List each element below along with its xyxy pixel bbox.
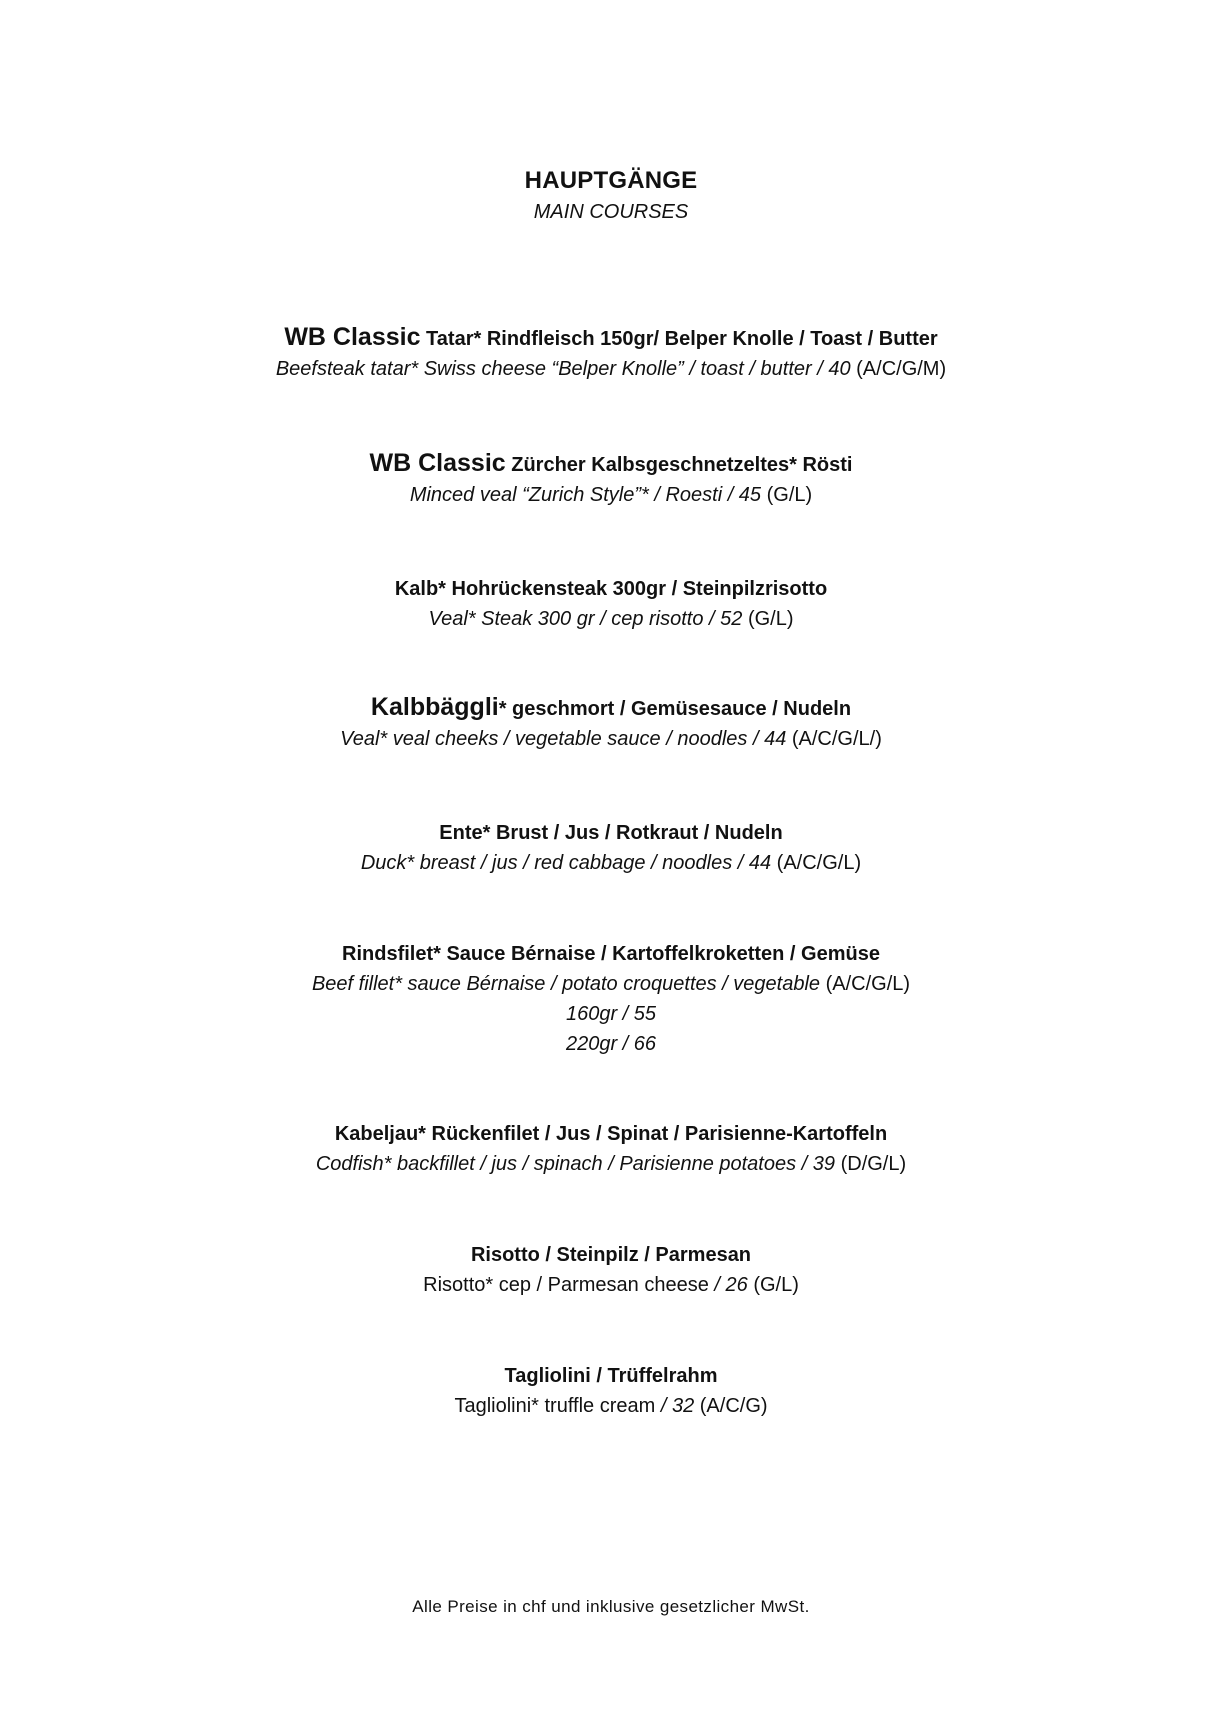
- allergen-codes: (D/G/L): [840, 1153, 907, 1175]
- dish-kalbsgeschnetzeltes: [0, 448, 1222, 510]
- dish-name-de: [0, 1117, 1222, 1149]
- dish-kalbbaeggli: [0, 692, 1222, 754]
- dish-description-en: [0, 724, 1222, 754]
- dish-description-text: Veal* Steak 300 gr / cep risotto / 52: [428, 608, 748, 630]
- dish-tatar: [0, 322, 1222, 384]
- dish-name-lead: Kalbbäggli: [370, 693, 499, 721]
- dish-name-rest: Risotto / Steinpilz / Parmesan: [470, 1244, 752, 1266]
- dish-name-rest: Tagliolini / Trüffelrahm: [504, 1365, 718, 1387]
- dish-description-en: [0, 969, 1222, 999]
- dish-description-text: Beefsteak tatar* Swiss cheese “Belper Knolle” / toast / butter / 40: [275, 358, 857, 380]
- dish-price: / 26: [714, 1274, 754, 1296]
- allergen-codes: (A/C/G/L): [825, 973, 911, 995]
- price-option: 160gr / 55: [565, 1003, 657, 1025]
- dish-name-rest: Tatar* Rindfleisch 150gr/ Belper Knolle / Toast / Butter: [420, 328, 938, 350]
- menu-header: [0, 165, 1222, 227]
- section-title: HAUPTGÄNGE: [524, 167, 698, 194]
- dish-name-rest: Kabeljau* Rückenfilet / Jus / Spinat / Parisienne-Kartoffeln: [334, 1123, 888, 1145]
- dish-description-en: [0, 1270, 1222, 1300]
- dish-name-rest: * geschmort / Gemüsesauce / Nudeln: [498, 698, 852, 720]
- allergen-codes: (A/C/G/L/): [791, 728, 882, 750]
- dish-description-text: Beef fillet* sauce Bérnaise / potato croquettes / vegetable: [311, 973, 826, 995]
- allergen-codes: (G/L): [753, 1274, 799, 1296]
- vat-note: Alle Preise in chf und inklusive gesetzlicher MwSt.: [412, 1597, 810, 1616]
- dish-description-text: Duck* breast / jus / red cabbage / noodles / 44: [360, 852, 777, 874]
- dish-risotto: [0, 1238, 1222, 1300]
- allergen-codes: (A/C/G/L): [776, 852, 862, 874]
- dish-kabeljau: [0, 1117, 1222, 1179]
- section-subtitle: MAIN COURSES: [533, 201, 689, 223]
- dish-description-text: Risotto* cep / Parmesan cheese: [423, 1274, 715, 1296]
- dish-description-text: Minced veal “Zurich Style”* / Roesti / 45: [409, 484, 767, 506]
- dish-name-de: [0, 816, 1222, 848]
- dish-kalb-steak: [0, 572, 1222, 634]
- dish-price: / 32: [660, 1395, 700, 1417]
- dish-name-de: [0, 1359, 1222, 1391]
- allergen-codes: (G/L): [747, 608, 794, 630]
- dish-name-lead: WB Classic: [284, 323, 421, 351]
- dish-description-text: Codfish* backfillet / jus / spinach / Parisienne potatoes / 39: [315, 1153, 841, 1175]
- allergen-codes: (A/C/G): [699, 1395, 768, 1417]
- allergen-codes: (A/C/G/M): [856, 358, 947, 380]
- dish-name-de: [0, 692, 1222, 724]
- dish-description-en: [0, 1149, 1222, 1179]
- dish-name-de: [0, 937, 1222, 969]
- dish-description-text: Tagliolini* truffle cream: [454, 1395, 661, 1417]
- dish-name-de: [0, 448, 1222, 480]
- dish-name-de: [0, 322, 1222, 354]
- dish-ente: [0, 816, 1222, 878]
- dish-description-en: [0, 604, 1222, 634]
- dish-description-text: Veal* veal cheeks / vegetable sauce / noodles / 44: [340, 728, 792, 750]
- dish-description-en: [0, 848, 1222, 878]
- dish-name-rest: Rindsfilet* Sauce Bérnaise / Kartoffelkroketten / Gemüse: [342, 943, 880, 965]
- dish-name-rest: Kalb* Hohrückensteak 300gr / Steinpilzrisotto: [394, 578, 828, 600]
- dish-tagliolini: [0, 1359, 1222, 1421]
- dish-name-lead: WB Classic: [369, 449, 506, 477]
- allergen-codes: (G/L): [766, 484, 813, 506]
- dish-description-en: [0, 1391, 1222, 1421]
- dish-name-rest: Ente* Brust / Jus / Rotkraut / Nudeln: [439, 822, 783, 844]
- price-option: 220gr / 66: [565, 1033, 657, 1055]
- dish-name-de: [0, 1238, 1222, 1270]
- dish-name-rest: Zürcher Kalbsgeschnetzeltes* Rösti: [505, 454, 853, 476]
- dish-name-de: [0, 572, 1222, 604]
- dish-rindsfilet: [0, 937, 1222, 1059]
- dish-description-en: [0, 354, 1222, 384]
- dish-description-en: [0, 480, 1222, 510]
